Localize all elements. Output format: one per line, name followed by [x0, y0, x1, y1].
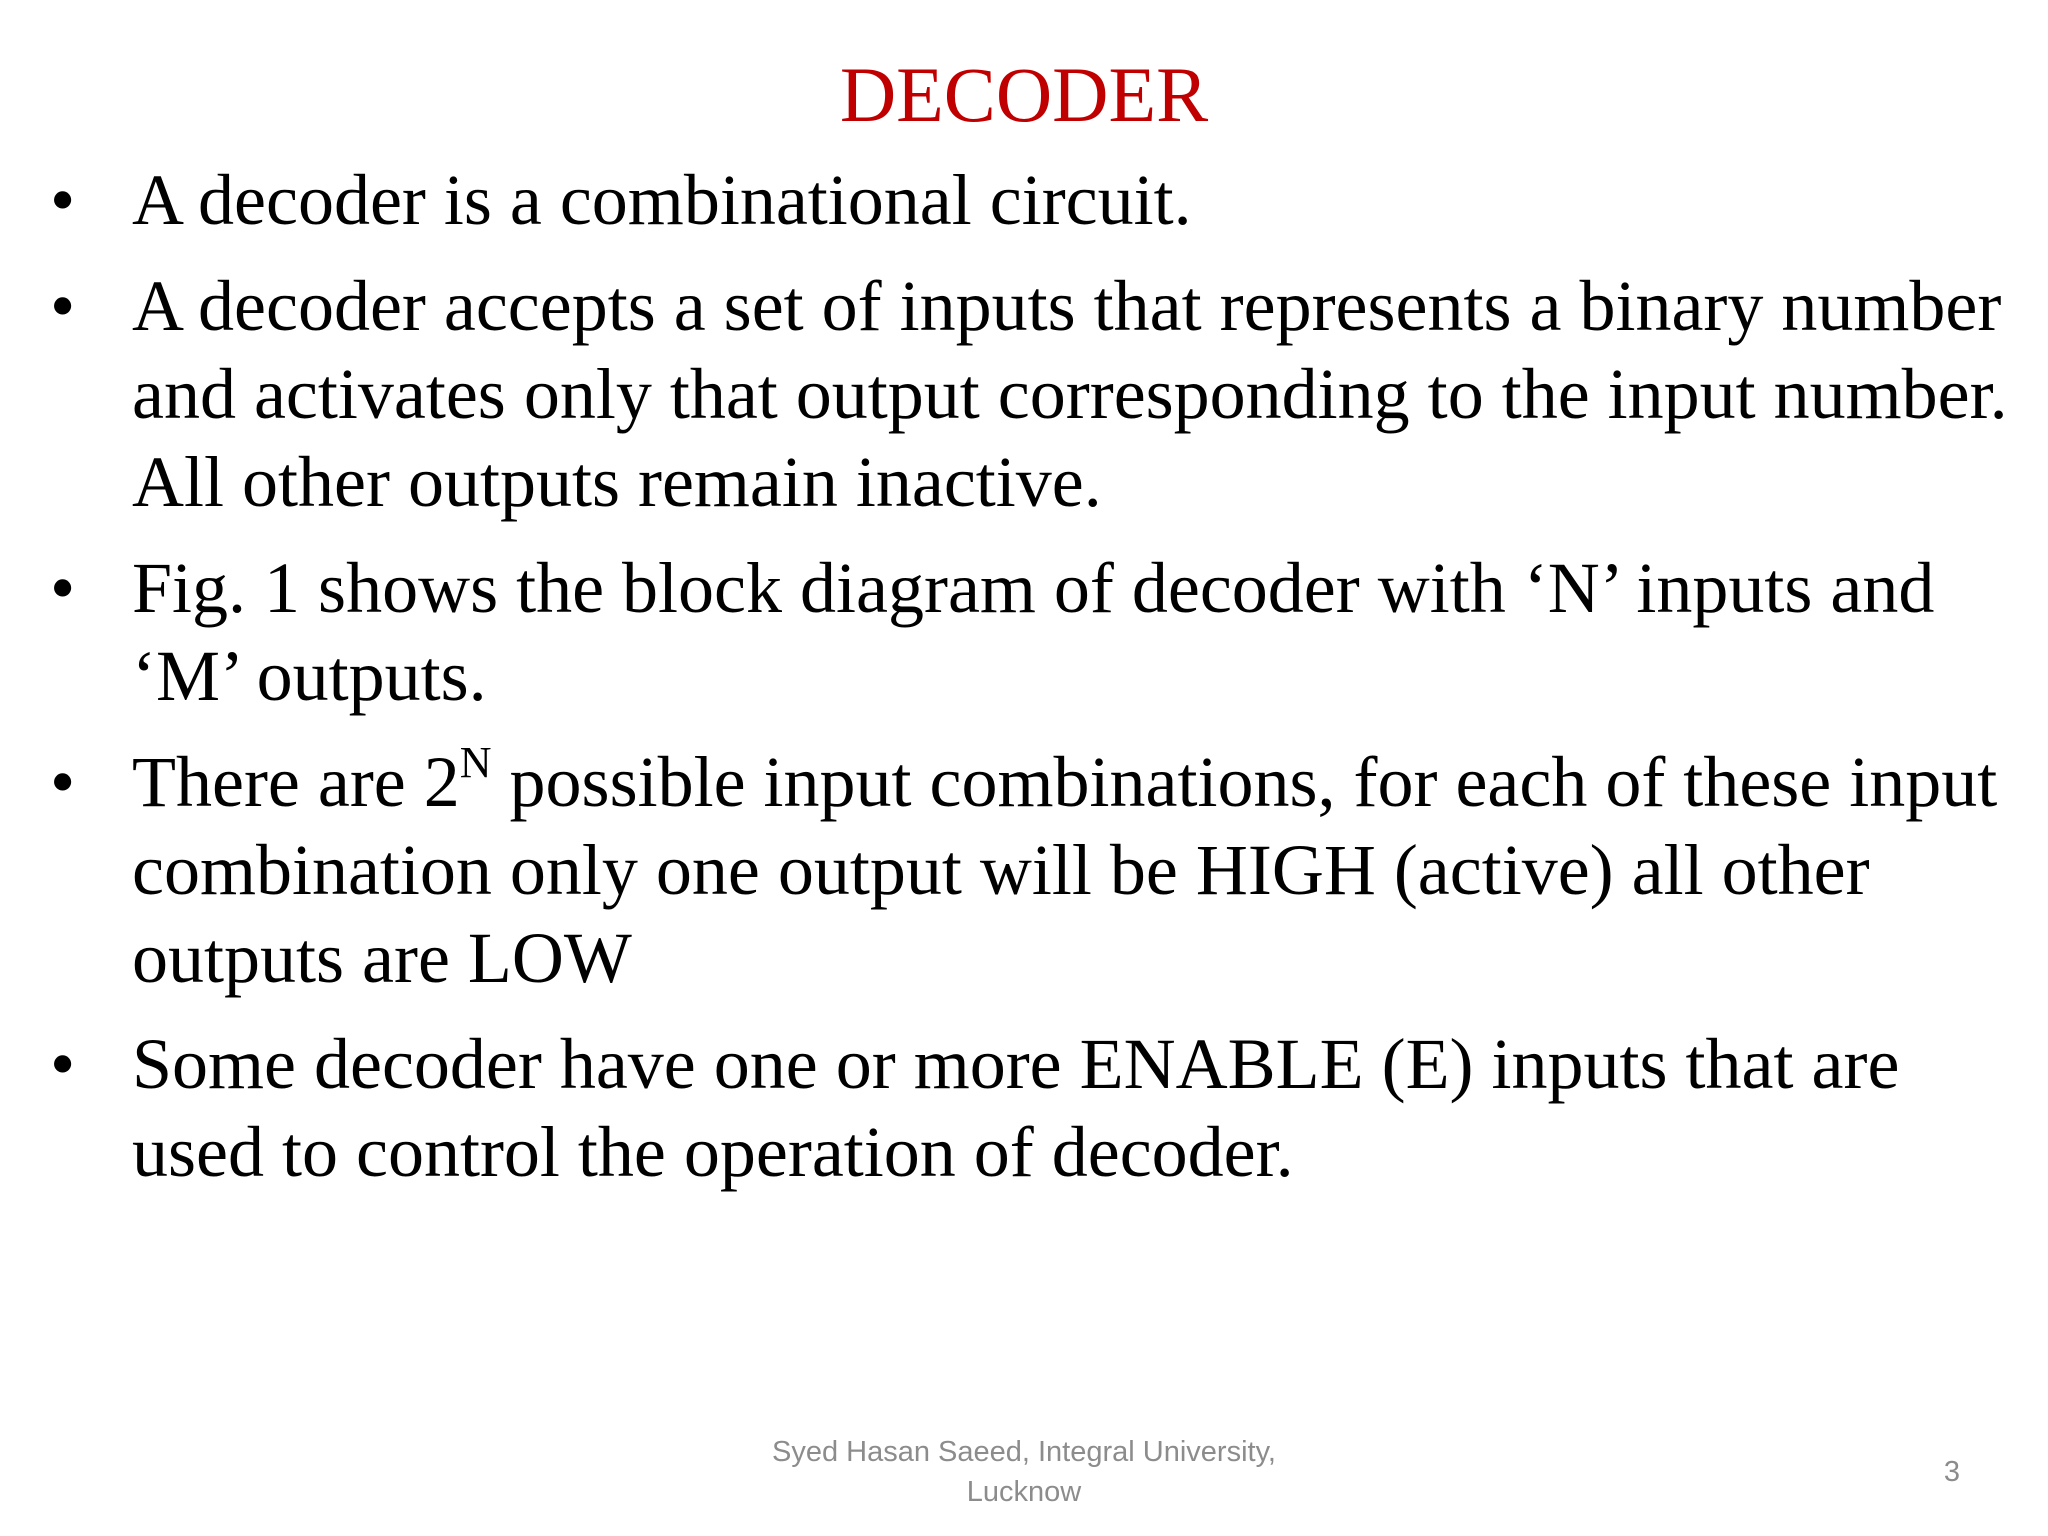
bullet-text: [132, 738, 1998, 998]
bullet-dot: •: [50, 266, 76, 346]
bullet-item: [50, 262, 2010, 526]
page-number: 3: [1943, 1456, 1960, 1488]
superscript-exponent: N: [459, 738, 492, 787]
bullet-dot: •: [50, 742, 76, 822]
bullet-item: [50, 156, 2010, 244]
bullet-item: [50, 544, 2010, 720]
bullet-text: Some decoder have one or more ENABLE (E) inputs that are used to control the operation of decoder.: [132, 1024, 1900, 1192]
bullet-item: [50, 1020, 2010, 1196]
bullet-dot: •: [50, 548, 76, 628]
bullet-text-part: There are 2: [132, 742, 460, 822]
bullet-item: [50, 738, 2010, 1002]
bullet-text-part: possible input combinations, for each of these input combination only one output will be HIGH (active) all other outputs are LOW: [132, 742, 1998, 998]
bullet-text: Fig. 1 shows the block diagram of decoder with ‘N’ inputs and ‘M’ outputs.: [132, 548, 1935, 716]
bullet-text: A decoder accepts a set of inputs that represents a binary number and activates only that output corresponding to the input number. All other outputs remain inactive.: [132, 266, 2008, 522]
footer-author: [724, 1432, 1324, 1512]
footer-line-2: Lucknow: [966, 1476, 1082, 1508]
bullet-text: A decoder is a combinational circuit.: [132, 160, 1192, 240]
bullet-list: [50, 156, 2010, 1214]
bullet-dot: •: [50, 1024, 76, 1104]
bullet-dot: •: [50, 160, 76, 240]
footer-line-1: Syed Hasan Saeed, Integral University,: [771, 1436, 1276, 1468]
slide-title: DECODER: [839, 51, 1209, 138]
